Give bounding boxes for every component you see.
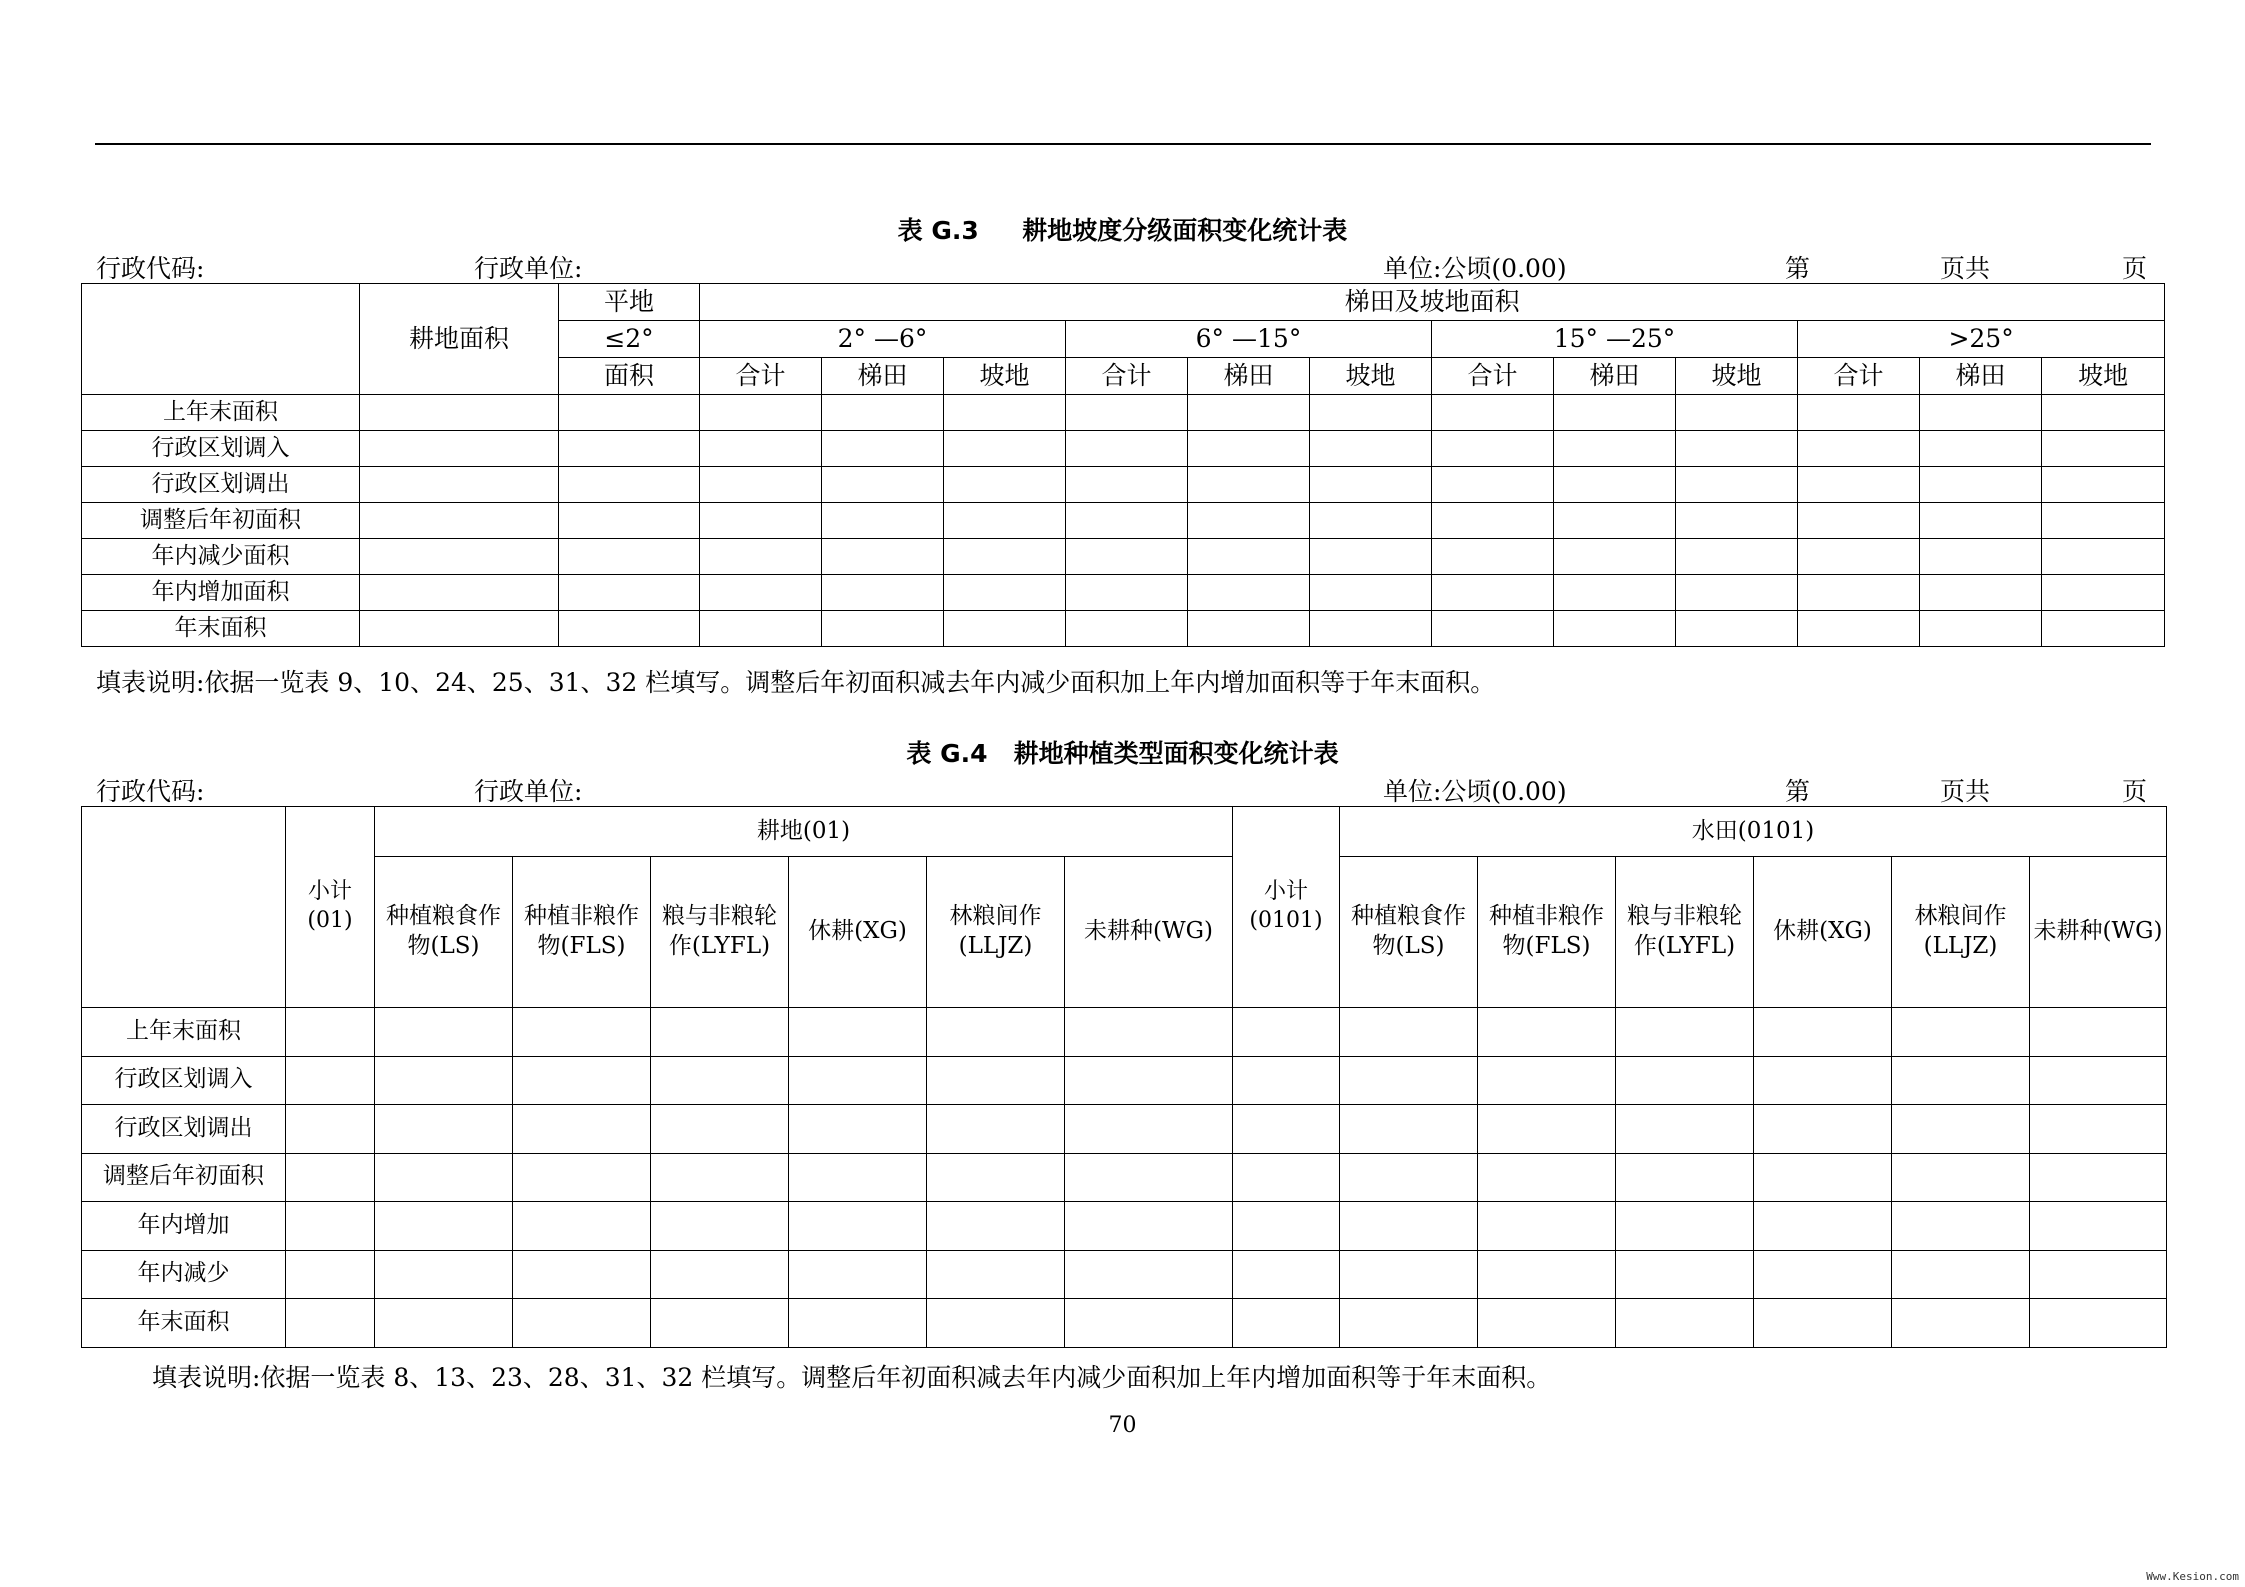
g3-header-flat-land: 平地 xyxy=(559,284,700,321)
g3-data-cell[interactable] xyxy=(1554,611,1676,647)
g4-data-cell[interactable] xyxy=(1478,1056,1616,1105)
g3-data-cell[interactable] xyxy=(700,395,822,431)
g4-data-cell[interactable] xyxy=(513,1153,651,1202)
g3-data-cell[interactable] xyxy=(1676,575,1798,611)
g3-data-cell[interactable] xyxy=(700,575,822,611)
g3-data-cell[interactable] xyxy=(2042,503,2165,539)
g4-data-cell[interactable] xyxy=(1340,1250,1478,1299)
g4-data-cell[interactable] xyxy=(2030,1202,2167,1251)
g4-data-cell[interactable] xyxy=(286,1299,375,1348)
g4-data-cell[interactable] xyxy=(1065,1056,1233,1105)
g4-admin-unit-label: 行政单位: xyxy=(474,777,583,806)
g4-data-cell[interactable] xyxy=(375,1056,513,1105)
g4-row-label: 上年末面积 xyxy=(82,1008,286,1057)
g3-row-label: 调整后年初面积 xyxy=(82,503,360,539)
g3-header-subtotal: 合计 xyxy=(700,358,822,395)
g4-data-cell[interactable] xyxy=(789,1153,927,1202)
g3-data-cell[interactable] xyxy=(2042,575,2165,611)
table-row xyxy=(82,1299,2167,1348)
g4-data-cell[interactable] xyxy=(651,1299,789,1348)
table-g4 xyxy=(81,806,2167,1348)
g3-data-cell[interactable] xyxy=(1188,467,1310,503)
g3-data-cell[interactable] xyxy=(1798,503,1920,539)
g3-data-cell[interactable] xyxy=(822,395,944,431)
g3-data-cell[interactable] xyxy=(1920,575,2042,611)
g3-data-cell[interactable] xyxy=(2042,467,2165,503)
g4-header-cultivated-uncultivated: 未耕种(WG) xyxy=(1065,857,1233,1008)
watermark: Www.Kesion.com xyxy=(2146,1570,2239,1583)
g3-data-cell[interactable] xyxy=(1066,431,1188,467)
g3-data-cell[interactable] xyxy=(1188,503,1310,539)
g3-header-terrace-slope-area: 梯田及坡地面积 xyxy=(700,284,2165,321)
g4-data-cell[interactable] xyxy=(1340,1153,1478,1202)
g4-header-cultivated-intercrop: 林粮间作(LLJZ) xyxy=(927,857,1065,1008)
table-g3-note: 填表说明:依据一览表 9、10、24、25、31、32 栏填写。调整后年初面积减去年内减少面积加上年内增加面积等于年末面积。 xyxy=(96,668,1496,697)
g3-data-cell[interactable] xyxy=(360,611,559,647)
g4-data-cell[interactable] xyxy=(1892,1153,2030,1202)
g3-data-cell[interactable] xyxy=(822,503,944,539)
g3-header-slope: 坡地 xyxy=(1310,358,1432,395)
g3-data-cell[interactable] xyxy=(944,467,1066,503)
g4-data-cell[interactable] xyxy=(1065,1153,1233,1202)
g4-data-cell[interactable] xyxy=(651,1153,789,1202)
g3-data-cell[interactable] xyxy=(1310,395,1432,431)
g4-data-cell[interactable] xyxy=(1892,1299,2030,1348)
g3-header-slope: 坡地 xyxy=(1676,358,1798,395)
g3-data-cell[interactable] xyxy=(2042,539,2165,575)
g4-data-cell[interactable] xyxy=(1340,1056,1478,1105)
g3-data-cell[interactable] xyxy=(2042,395,2165,431)
g3-data-cell[interactable] xyxy=(1066,467,1188,503)
g4-data-cell[interactable] xyxy=(286,1153,375,1202)
g4-pages-total-label: 页共 xyxy=(1940,777,1991,806)
g3-corner-cell xyxy=(82,284,360,395)
g4-data-cell[interactable] xyxy=(1340,1105,1478,1154)
g3-data-cell[interactable] xyxy=(559,539,700,575)
g3-data-cell[interactable] xyxy=(1554,503,1676,539)
g4-data-cell[interactable] xyxy=(651,1056,789,1105)
g3-page-suffix: 页 xyxy=(2122,254,2148,283)
g3-row-label: 上年末面积 xyxy=(82,395,360,431)
g3-header-terrace: 梯田 xyxy=(1920,358,2042,395)
g4-row-label: 行政区划调入 xyxy=(82,1056,286,1105)
g3-data-cell[interactable] xyxy=(1432,575,1554,611)
g3-data-cell[interactable] xyxy=(822,467,944,503)
g4-header-cultivated-01: 耕地(01) xyxy=(375,807,1233,857)
g3-data-cell[interactable] xyxy=(822,431,944,467)
table-row xyxy=(82,1153,2167,1202)
g3-data-cell[interactable] xyxy=(1310,539,1432,575)
g3-data-cell[interactable] xyxy=(1188,431,1310,467)
g3-data-cell[interactable] xyxy=(1554,395,1676,431)
table-g3 xyxy=(81,283,2165,647)
g4-data-cell[interactable] xyxy=(286,1008,375,1057)
g3-data-cell[interactable] xyxy=(1066,539,1188,575)
g3-data-cell[interactable] xyxy=(1066,575,1188,611)
g4-data-cell[interactable] xyxy=(1478,1299,1616,1348)
g3-data-cell[interactable] xyxy=(1432,503,1554,539)
g4-corner-cell xyxy=(82,807,286,1008)
g4-data-cell[interactable] xyxy=(789,1105,927,1154)
g4-data-cell[interactable] xyxy=(1754,1153,1892,1202)
g4-data-cell[interactable] xyxy=(927,1299,1065,1348)
g3-data-cell[interactable] xyxy=(1798,467,1920,503)
g4-data-cell[interactable] xyxy=(789,1008,927,1057)
table-row xyxy=(82,611,2165,647)
table-row xyxy=(82,503,2165,539)
g4-data-cell[interactable] xyxy=(1478,1153,1616,1202)
g3-header-subtotal: 合计 xyxy=(1798,358,1920,395)
g4-header-cultivated-non-grain-crops: 种植非粮作物(FLS) xyxy=(513,857,651,1008)
g3-header-subtotal: 合计 xyxy=(1066,358,1188,395)
g3-data-cell[interactable] xyxy=(944,539,1066,575)
g3-data-cell[interactable] xyxy=(1188,575,1310,611)
g3-data-cell[interactable] xyxy=(822,575,944,611)
g3-data-cell[interactable] xyxy=(1676,395,1798,431)
g4-data-cell[interactable] xyxy=(927,1008,1065,1057)
g4-header-paddy-intercrop: 林粮间作(LLJZ) xyxy=(1892,857,2030,1008)
g4-data-cell[interactable] xyxy=(2030,1153,2167,1202)
g4-header-paddy-fallow: 休耕(XG) xyxy=(1754,857,1892,1008)
g4-data-cell[interactable] xyxy=(789,1056,927,1105)
table-row xyxy=(82,1008,2167,1057)
g3-data-cell[interactable] xyxy=(700,431,822,467)
g3-row-label: 年内减少面积 xyxy=(82,539,360,575)
g4-data-cell[interactable] xyxy=(513,1299,651,1348)
g3-data-cell[interactable] xyxy=(944,611,1066,647)
g3-header-cultivated-area: 耕地面积 xyxy=(360,284,559,395)
table-row xyxy=(82,575,2165,611)
table-row xyxy=(82,1056,2167,1105)
g4-data-cell[interactable] xyxy=(513,1202,651,1251)
table-row xyxy=(82,1250,2167,1299)
g3-data-cell[interactable] xyxy=(559,395,700,431)
g3-header-range-2-6: 2° —6° xyxy=(700,321,1066,358)
table-g4-note: 填表说明:依据一览表 8、13、23、28、31、32 栏填写。调整后年初面积减去年内减少面积加上年内增加面积等于年末面积。 xyxy=(152,1363,1552,1392)
g3-data-cell[interactable] xyxy=(1676,539,1798,575)
g3-admin-code-label: 行政代码: xyxy=(96,254,205,283)
g4-data-cell[interactable] xyxy=(1754,1299,1892,1348)
g4-data-cell[interactable] xyxy=(1616,1299,1754,1348)
g3-unit-label: 单位:公顷(0.00) xyxy=(1383,254,1567,283)
g3-data-cell[interactable] xyxy=(1554,575,1676,611)
g3-data-cell[interactable] xyxy=(1432,611,1554,647)
g4-data-cell[interactable] xyxy=(513,1250,651,1299)
table-row xyxy=(82,539,2165,575)
g3-data-cell[interactable] xyxy=(1798,611,1920,647)
g4-header-paddy-grain-crops: 种植粮食作物(LS) xyxy=(1340,857,1478,1008)
g3-data-cell[interactable] xyxy=(1920,467,2042,503)
g4-data-cell[interactable] xyxy=(789,1250,927,1299)
g4-data-cell[interactable] xyxy=(2030,1008,2167,1057)
g3-data-cell[interactable] xyxy=(1920,395,2042,431)
g3-pages-total-label: 页共 xyxy=(1940,254,1991,283)
g4-header-subtotal-0101: 小计(0101) xyxy=(1233,807,1340,1008)
g4-data-cell[interactable] xyxy=(1340,1008,1478,1057)
g3-data-cell[interactable] xyxy=(944,395,1066,431)
g3-header-flat-area: 面积 xyxy=(559,358,700,395)
g3-data-cell[interactable] xyxy=(1676,611,1798,647)
g4-header-cultivated-rotation: 粮与非粮轮作(LYFL) xyxy=(651,857,789,1008)
g3-data-cell[interactable] xyxy=(1920,431,2042,467)
g4-data-cell[interactable] xyxy=(1478,1105,1616,1154)
g4-data-cell[interactable] xyxy=(1233,1153,1340,1202)
g4-data-cell[interactable] xyxy=(1892,1105,2030,1154)
g4-data-cell[interactable] xyxy=(1616,1202,1754,1251)
g3-header-flat-range: ≤2° xyxy=(559,321,700,358)
g4-data-cell[interactable] xyxy=(1065,1250,1233,1299)
table-g4-title: 表 G.4 耕地种植类型面积变化统计表 xyxy=(906,739,1339,768)
g3-data-cell[interactable] xyxy=(1310,575,1432,611)
g3-data-cell[interactable] xyxy=(1310,467,1432,503)
g3-data-cell[interactable] xyxy=(1676,503,1798,539)
g4-data-cell[interactable] xyxy=(1478,1202,1616,1251)
g3-data-cell[interactable] xyxy=(559,467,700,503)
g3-row-label: 行政区划调出 xyxy=(82,467,360,503)
g4-data-cell[interactable] xyxy=(1754,1202,1892,1251)
g3-header-slope: 坡地 xyxy=(2042,358,2165,395)
g3-header-subtotal: 合计 xyxy=(1432,358,1554,395)
g3-data-cell[interactable] xyxy=(2042,611,2165,647)
g3-data-cell[interactable] xyxy=(700,611,822,647)
g3-data-cell[interactable] xyxy=(1310,431,1432,467)
g3-data-cell[interactable] xyxy=(1554,539,1676,575)
g3-data-cell[interactable] xyxy=(822,539,944,575)
g3-data-cell[interactable] xyxy=(559,503,700,539)
g3-data-cell[interactable] xyxy=(1432,431,1554,467)
g4-data-cell[interactable] xyxy=(1233,1299,1340,1348)
g4-data-cell[interactable] xyxy=(1616,1153,1754,1202)
g4-data-cell[interactable] xyxy=(1065,1105,1233,1154)
g4-data-cell[interactable] xyxy=(927,1202,1065,1251)
g4-row-label: 年内增加 xyxy=(82,1202,286,1251)
g3-admin-unit-label: 行政单位: xyxy=(474,254,583,283)
g4-data-cell[interactable] xyxy=(286,1250,375,1299)
g3-data-cell[interactable] xyxy=(1920,503,2042,539)
g3-data-cell[interactable] xyxy=(1554,467,1676,503)
g4-data-cell[interactable] xyxy=(1616,1105,1754,1154)
g3-data-cell[interactable] xyxy=(2042,431,2165,467)
g3-data-cell[interactable] xyxy=(1798,431,1920,467)
g4-data-cell[interactable] xyxy=(2030,1299,2167,1348)
g4-header-paddy-non-grain-crops: 种植非粮作物(FLS) xyxy=(1478,857,1616,1008)
g4-row-label: 年末面积 xyxy=(82,1299,286,1348)
table-row xyxy=(82,431,2165,467)
g3-header-terrace: 梯田 xyxy=(1188,358,1310,395)
g3-data-cell[interactable] xyxy=(360,431,559,467)
g4-header-paddy-0101: 水田(0101) xyxy=(1340,807,2167,857)
g3-data-cell[interactable] xyxy=(1310,611,1432,647)
g3-header-terrace: 梯田 xyxy=(822,358,944,395)
g4-data-cell[interactable] xyxy=(513,1056,651,1105)
g4-data-cell[interactable] xyxy=(1233,1056,1340,1105)
g3-data-cell[interactable] xyxy=(1920,611,2042,647)
g3-data-cell[interactable] xyxy=(700,503,822,539)
g4-header-subtotal-01: 小计(01) xyxy=(286,807,375,1008)
g4-data-cell[interactable] xyxy=(927,1153,1065,1202)
g3-data-cell[interactable] xyxy=(1920,539,2042,575)
table-row xyxy=(82,467,2165,503)
g3-data-cell[interactable] xyxy=(1798,539,1920,575)
g3-data-cell[interactable] xyxy=(1432,395,1554,431)
g4-data-cell[interactable] xyxy=(375,1105,513,1154)
g3-data-cell[interactable] xyxy=(360,395,559,431)
g4-data-cell[interactable] xyxy=(1478,1250,1616,1299)
g4-data-cell[interactable] xyxy=(1754,1105,1892,1154)
g3-data-cell[interactable] xyxy=(360,575,559,611)
g4-data-cell[interactable] xyxy=(789,1299,927,1348)
g4-data-cell[interactable] xyxy=(375,1008,513,1057)
g4-data-cell[interactable] xyxy=(286,1202,375,1251)
g4-data-cell[interactable] xyxy=(375,1153,513,1202)
g4-header-cultivated-fallow: 休耕(XG) xyxy=(789,857,927,1008)
g4-row-label: 调整后年初面积 xyxy=(82,1153,286,1202)
g4-data-cell[interactable] xyxy=(1892,1250,2030,1299)
g4-data-cell[interactable] xyxy=(1754,1008,1892,1057)
g3-header-range-over-25: >25° xyxy=(1798,321,2165,358)
g3-data-cell[interactable] xyxy=(700,467,822,503)
g4-data-cell[interactable] xyxy=(1065,1299,1233,1348)
g4-data-cell[interactable] xyxy=(1754,1250,1892,1299)
g3-data-cell[interactable] xyxy=(1432,539,1554,575)
g4-data-cell[interactable] xyxy=(513,1105,651,1154)
g4-data-cell[interactable] xyxy=(1478,1008,1616,1057)
g3-data-cell[interactable] xyxy=(559,611,700,647)
g4-data-cell[interactable] xyxy=(1233,1202,1340,1251)
g4-data-cell[interactable] xyxy=(286,1105,375,1154)
g3-header-range-15-25: 15° —25° xyxy=(1432,321,1798,358)
g4-data-cell[interactable] xyxy=(1892,1056,2030,1105)
g4-data-cell[interactable] xyxy=(1340,1202,1478,1251)
g4-unit-label: 单位:公顷(0.00) xyxy=(1383,777,1567,806)
g3-data-cell[interactable] xyxy=(944,575,1066,611)
table-row xyxy=(82,1105,2167,1154)
g3-data-cell[interactable] xyxy=(822,611,944,647)
g4-data-cell[interactable] xyxy=(286,1056,375,1105)
g4-data-cell[interactable] xyxy=(1616,1056,1754,1105)
g4-page-no-label: 第 xyxy=(1785,777,1811,806)
g4-data-cell[interactable] xyxy=(513,1008,651,1057)
g4-data-cell[interactable] xyxy=(1616,1250,1754,1299)
table-row xyxy=(82,395,2165,431)
g4-page-suffix: 页 xyxy=(2122,777,2148,806)
g4-data-cell[interactable] xyxy=(651,1250,789,1299)
g4-data-cell[interactable] xyxy=(1233,1250,1340,1299)
g3-data-cell[interactable] xyxy=(1432,467,1554,503)
g3-data-cell[interactable] xyxy=(1188,611,1310,647)
g4-header-cultivated-grain-crops: 种植粮食作物(LS) xyxy=(375,857,513,1008)
g4-data-cell[interactable] xyxy=(789,1202,927,1251)
g4-row-label: 年内减少 xyxy=(82,1250,286,1299)
g3-data-cell[interactable] xyxy=(1188,395,1310,431)
g4-data-cell[interactable] xyxy=(375,1299,513,1348)
g4-data-cell[interactable] xyxy=(927,1105,1065,1154)
g3-data-cell[interactable] xyxy=(1066,503,1188,539)
g4-data-cell[interactable] xyxy=(375,1202,513,1251)
g4-data-cell[interactable] xyxy=(1233,1105,1340,1154)
g3-data-cell[interactable] xyxy=(1798,395,1920,431)
g4-data-cell[interactable] xyxy=(2030,1105,2167,1154)
g3-page-no-label: 第 xyxy=(1785,254,1811,283)
g3-data-cell[interactable] xyxy=(1310,503,1432,539)
g4-data-cell[interactable] xyxy=(1616,1008,1754,1057)
g3-header-terrace: 梯田 xyxy=(1554,358,1676,395)
g3-data-cell[interactable] xyxy=(360,503,559,539)
g3-data-cell[interactable] xyxy=(1798,575,1920,611)
g3-data-cell[interactable] xyxy=(1554,431,1676,467)
g4-header-paddy-uncultivated: 未耕种(WG) xyxy=(2030,857,2167,1008)
g3-data-cell[interactable] xyxy=(1066,395,1188,431)
g3-row-label: 年末面积 xyxy=(82,611,360,647)
header-rule xyxy=(95,143,2151,145)
g4-data-cell[interactable] xyxy=(651,1105,789,1154)
g4-data-cell[interactable] xyxy=(375,1250,513,1299)
g4-data-cell[interactable] xyxy=(1892,1008,2030,1057)
g4-data-cell[interactable] xyxy=(651,1008,789,1057)
g3-data-cell[interactable] xyxy=(360,539,559,575)
g4-row-label: 行政区划调出 xyxy=(82,1105,286,1154)
g3-data-cell[interactable] xyxy=(360,467,559,503)
g3-data-cell[interactable] xyxy=(944,431,1066,467)
g3-data-cell[interactable] xyxy=(559,431,700,467)
g4-data-cell[interactable] xyxy=(927,1056,1065,1105)
g3-header-range-6-15: 6° —15° xyxy=(1066,321,1432,358)
g4-data-cell[interactable] xyxy=(1754,1056,1892,1105)
g3-header-slope: 坡地 xyxy=(944,358,1066,395)
g3-data-cell[interactable] xyxy=(559,575,700,611)
g3-data-cell[interactable] xyxy=(1676,467,1798,503)
g4-data-cell[interactable] xyxy=(1065,1008,1233,1057)
g3-data-cell[interactable] xyxy=(700,539,822,575)
g3-data-cell[interactable] xyxy=(944,503,1066,539)
g4-data-cell[interactable] xyxy=(2030,1250,2167,1299)
table-g3-title: 表 G.3 耕地坡度分级面积变化统计表 xyxy=(897,216,1348,245)
g4-data-cell[interactable] xyxy=(1340,1299,1478,1348)
g3-row-label: 年内增加面积 xyxy=(82,575,360,611)
g4-data-cell[interactable] xyxy=(651,1202,789,1251)
g4-data-cell[interactable] xyxy=(1233,1008,1340,1057)
g4-data-cell[interactable] xyxy=(927,1250,1065,1299)
g4-data-cell[interactable] xyxy=(1892,1202,2030,1251)
g3-row-label: 行政区划调入 xyxy=(82,431,360,467)
g4-admin-code-label: 行政代码: xyxy=(96,777,205,806)
page-number: 70 xyxy=(1108,1413,1137,1438)
g4-data-cell[interactable] xyxy=(2030,1056,2167,1105)
g3-data-cell[interactable] xyxy=(1066,611,1188,647)
g4-header-paddy-rotation: 粮与非粮轮作(LYFL) xyxy=(1616,857,1754,1008)
g3-data-cell[interactable] xyxy=(1676,431,1798,467)
g4-data-cell[interactable] xyxy=(1065,1202,1233,1251)
table-row xyxy=(82,1202,2167,1251)
g3-data-cell[interactable] xyxy=(1188,539,1310,575)
